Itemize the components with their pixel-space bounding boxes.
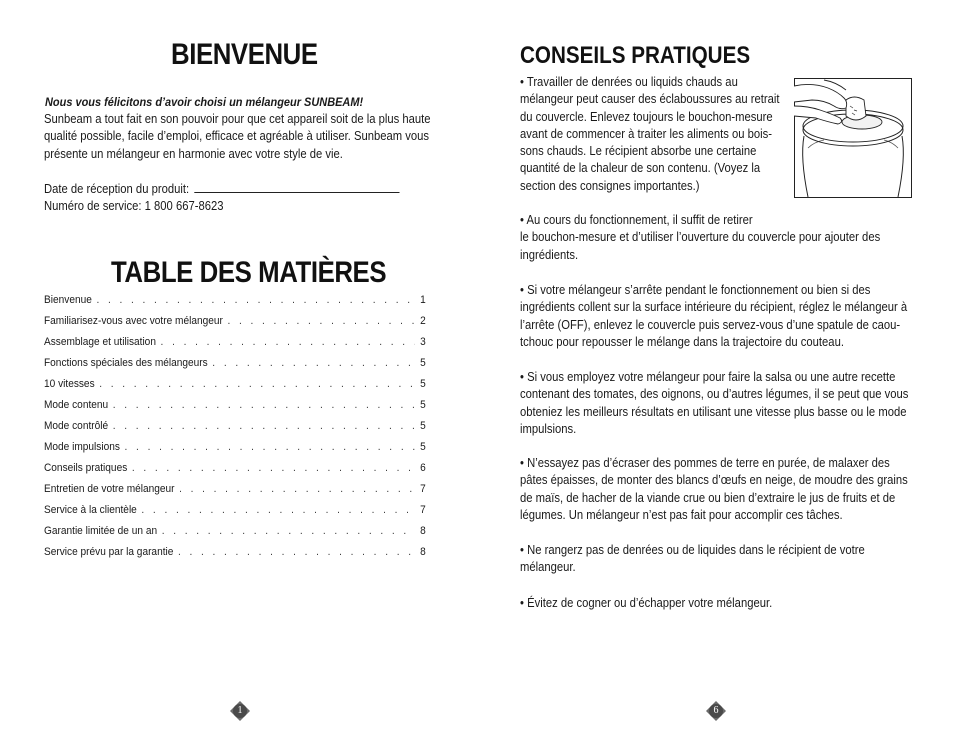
toc-leader <box>162 525 415 537</box>
tip-item <box>520 369 916 438</box>
tip-line: avant de commencer à traiter les aliments ou bois- <box>520 126 772 141</box>
page-number-badge-right <box>706 701 726 721</box>
tip-line: l’arrête (OFF), enlevez le couvercle puis servez-vous d’une spatule de caou- <box>520 317 901 332</box>
toc-label: Familiarisez-vous avec votre mélangeur <box>44 315 223 327</box>
purchase-date-label: Date de réception du produit: <box>44 182 190 196</box>
tip-line: impulsions. <box>520 421 577 436</box>
tip-line: de maïs, de hacher de la viande crue ou bien d’extraire le jus de fruits et de <box>520 490 896 505</box>
tip-item <box>520 542 916 577</box>
toc-leader <box>212 357 414 369</box>
toc-label: Fonctions spéciales des mélangeurs <box>44 357 208 369</box>
blender-lid-illustration <box>794 78 912 198</box>
tip-item <box>520 212 916 264</box>
tip-line: section des consignes importantes.) <box>520 178 700 193</box>
toc-row[interactable] <box>44 315 426 336</box>
tip-line: ingrédients. <box>520 247 579 262</box>
tip-line: pâtes épaisses, de monter des blancs d’œufs en neige, de moudre des grains <box>520 473 908 488</box>
toc-leader <box>96 294 414 306</box>
page-number-badge-left <box>230 701 250 721</box>
tip-line: • Évitez de cogner ou d’échapper votre mélangeur. <box>520 596 773 610</box>
tip-item <box>520 74 781 195</box>
tip-line: • N’essayez pas d’écraser des pommes de terre en purée, de malaxer des <box>520 456 890 470</box>
welcome-title: BIENVENUE <box>171 38 318 71</box>
toc-row[interactable] <box>44 294 426 315</box>
tip-line: • Ne rangerz pas de denrées ou de liquides dans le récipient de votre <box>520 543 865 557</box>
toc-label: Entretien de votre mélangeur <box>44 483 175 495</box>
tip-line: sons chauds. Le récipient absorbe une certaine <box>520 144 757 159</box>
toc-label: Conseils pratiques <box>44 462 128 474</box>
toc-row[interactable] <box>44 546 426 567</box>
toc-page: 5 <box>420 420 426 432</box>
tip-line: • Si votre mélangeur s’arrête pendant le fonctionnement ou bien si des <box>520 283 871 297</box>
toc-leader <box>113 420 415 432</box>
toc-page: 3 <box>420 336 426 348</box>
tip-line: légumes. Un mélangeur n’est pas fait pour accomplir ces tâches. <box>520 507 843 522</box>
toc-label: Mode contrôlé <box>44 420 109 432</box>
tip-line: ingrédients collent sur la surface intérieure du récipient, réglez le mélangeur à <box>520 300 908 315</box>
toc-page: 5 <box>420 378 426 390</box>
toc-page: 2 <box>420 315 426 327</box>
toc-label: Mode contenu <box>44 399 109 411</box>
toc-label: Garantie limitée de un an <box>44 525 158 537</box>
toc-row[interactable] <box>44 420 426 441</box>
toc-leader <box>99 378 414 390</box>
toc-page: 8 <box>420 546 426 558</box>
tip-line: le bouchon-mesure et d’utiliser l’ouverture du couvercle pour ajouter des <box>520 230 881 245</box>
toc-page: 5 <box>420 441 426 453</box>
toc-label: 10 vitesses <box>44 378 95 390</box>
intro-line: qualité possible, facile d’emploi, efficace et agréable à utiliser. Sunbeam vous <box>44 129 430 144</box>
intro-line: Sunbeam a tout fait en son pouvoir pour que cet appareil soit de la plus haute <box>44 112 431 126</box>
toc-leader <box>141 504 414 516</box>
tip-item <box>520 595 916 612</box>
toc-leader <box>113 399 415 411</box>
toc-leader <box>178 546 415 558</box>
congratulations-line: Nous vous félicitons d’avoir choisi un mélangeur SUNBEAM! <box>45 95 364 109</box>
toc-row[interactable] <box>44 483 426 504</box>
tip-line: • Au cours du fonctionnement, il suffit de retirer <box>520 213 753 227</box>
toc-page: 7 <box>420 483 426 495</box>
tips-title: CONSEILS PRATIQUES <box>520 42 751 69</box>
toc-row[interactable] <box>44 504 426 525</box>
tip-line: • Si vous employez votre mélangeur pour faire la salsa ou une autre recette <box>520 370 896 384</box>
toc-label: Mode impulsions <box>44 441 120 453</box>
table-of-contents <box>44 294 426 567</box>
toc-row[interactable] <box>44 378 426 399</box>
toc-page: 6 <box>420 462 426 474</box>
intro-line: présente un mélangeur en harmonie avec votre style de vie. <box>44 146 343 161</box>
toc-label: Service à la clientèle <box>44 504 137 516</box>
toc-page: 1 <box>420 294 426 306</box>
service-number: Numéro de service: 1 800 667-8623 <box>44 199 224 214</box>
tip-line: • Travailler de denrées ou liquids chauds au <box>520 75 738 89</box>
page-number: 1 <box>237 705 243 716</box>
purchase-info <box>44 181 440 216</box>
toc-page: 7 <box>420 504 426 516</box>
purchase-date-line <box>194 182 399 193</box>
toc-row[interactable] <box>44 399 426 420</box>
purchase-date-row <box>44 181 440 198</box>
toc-row[interactable] <box>44 462 426 483</box>
toc-page: 8 <box>420 525 426 537</box>
toc-label: Bienvenue <box>44 294 92 306</box>
toc-leader <box>125 441 415 453</box>
toc-leader <box>132 462 415 474</box>
toc-row[interactable] <box>44 525 426 546</box>
tip-line: contenant des tomates, des oignons, ou d’autres légumes, il se peut que vous <box>520 387 909 402</box>
hand-removing-cap-icon <box>794 78 912 198</box>
intro-paragraph <box>44 111 440 163</box>
toc-leader <box>161 336 415 348</box>
tip-line: mélangeur peut causer des éclaboussures au retrait <box>520 92 780 107</box>
toc-title: TABLE DES MATIÈRES <box>111 256 387 289</box>
tip-item <box>520 455 916 524</box>
toc-label: Service prévu par la garantie <box>44 546 174 558</box>
toc-leader <box>179 483 415 495</box>
tip-line: obteniez les meilleurs résultats en utilisant une vitesse plus basse ou le mode <box>520 404 907 419</box>
toc-row[interactable] <box>44 336 426 357</box>
page-number: 6 <box>713 705 719 716</box>
tip-item <box>520 282 916 351</box>
tip-line: tchouc pour repousser le mélange dans la trajectoire du couteau. <box>520 334 844 349</box>
tip-line: mélangeur. <box>520 560 576 575</box>
toc-row[interactable] <box>44 357 426 378</box>
tip-line: quantité de la chaleur de son contenu. (Voyez la <box>520 161 761 176</box>
toc-page: 5 <box>420 357 426 369</box>
tip-line: du couvercle. Enlevez toujours le bouchon-mesure <box>520 109 773 124</box>
toc-label: Assemblage et utilisation <box>44 336 156 348</box>
toc-page: 5 <box>420 399 426 411</box>
toc-row[interactable] <box>44 441 426 462</box>
toc-leader <box>227 315 414 327</box>
